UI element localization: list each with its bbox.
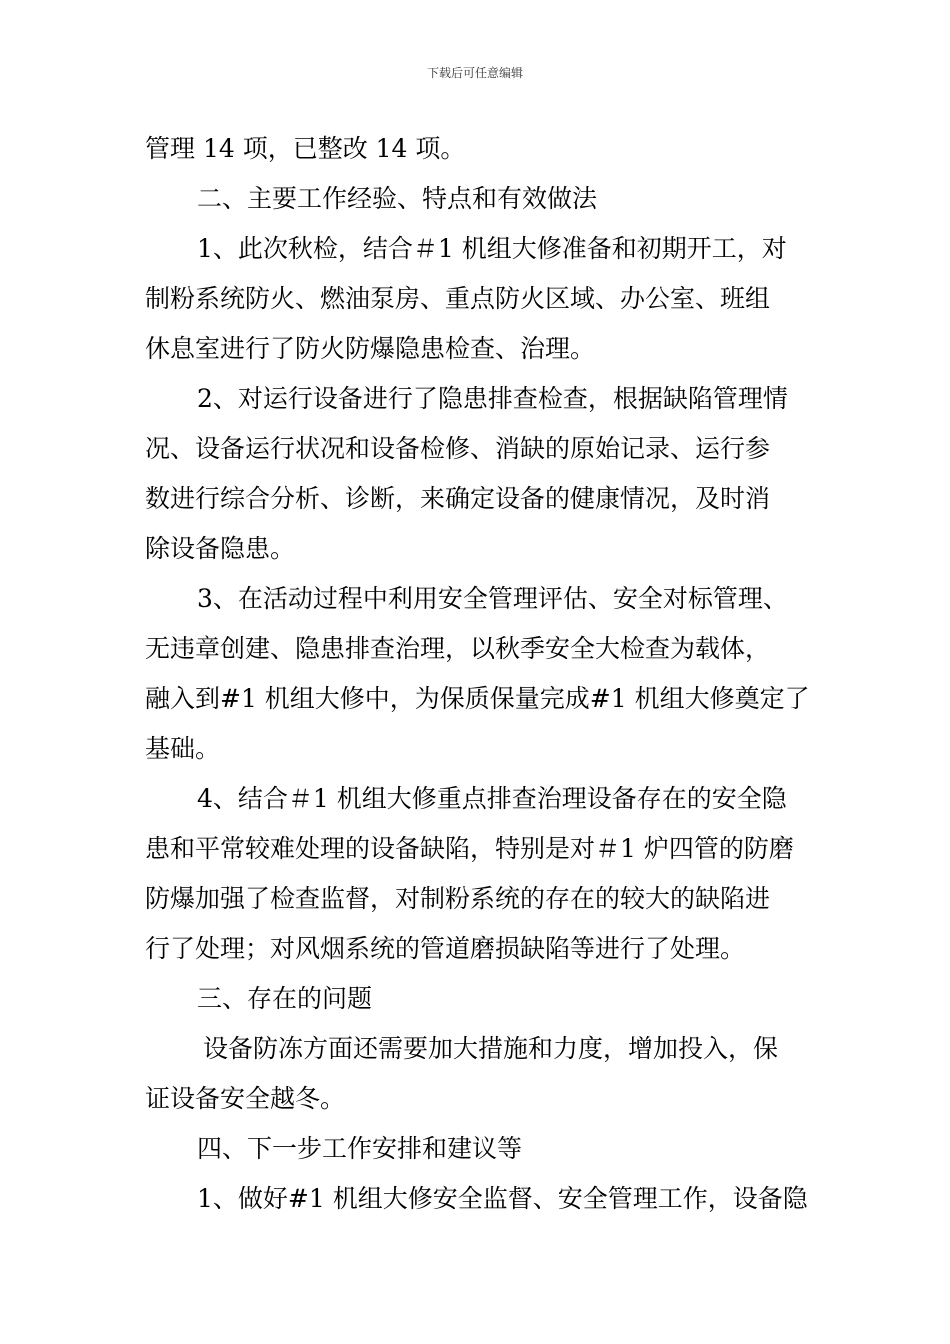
- page-header: 下载后可任意编辑: [426, 66, 523, 80]
- text-line: 况、设备运行状况和设备检修、消缺的原始记录、运行参: [145, 434, 771, 463]
- text-line: 融入到#1 机组大修中，为保质保量完成#1 机组大修奠定了: [145, 684, 810, 713]
- text-line: 防爆加强了检查监督，对制粉系统的存在的较大的缺陷进: [145, 884, 771, 913]
- text-line: 1、此次秋检，结合＃1 机组大修准备和初期开工，对: [197, 234, 787, 263]
- text-line: 4、结合＃1 机组大修重点排查治理设备存在的安全隐: [197, 784, 787, 813]
- text-line: 行了处理；对风烟系统的管道磨损缺陷等进行了处理。: [145, 934, 746, 963]
- section-heading: 三、存在的问题: [197, 984, 373, 1013]
- text-line: 1、做好#1 机组大修安全监督、安全管理工作，设备隐: [197, 1184, 808, 1213]
- text-line: 除设备隐患。: [145, 534, 296, 563]
- text-line: 患和平常较难处理的设备缺陷，特别是对＃1 炉四管的防磨: [145, 834, 794, 863]
- section-heading: 四、下一步工作安排和建议等: [197, 1134, 523, 1163]
- text-line: 管理 14 项，已整改 14 项。: [145, 134, 466, 163]
- section-heading: 二、主要工作经验、特点和有效做法: [197, 184, 598, 213]
- text-line: 基础。: [145, 734, 221, 763]
- text-line: 制粉系统防火、燃油泵房、重点防火区域、办公室、班组: [145, 284, 771, 313]
- text-line: 证设备安全越冬。: [145, 1084, 346, 1113]
- text-line: 2、对运行设备进行了隐患排查检查，根据缺陷管理情: [197, 384, 788, 413]
- text-line: 数进行综合分析、诊断，来确定设备的健康情况，及时消: [145, 484, 771, 513]
- text-line: 无违章创建、隐患排查治理，以秋季安全大检查为载体，: [145, 634, 771, 663]
- text-line: 休息室进行了防火防爆隐患检查、治理。: [145, 334, 596, 363]
- text-line: 设备防冻方面还需要加大措施和力度，增加投入，保: [203, 1034, 779, 1063]
- text-line: 3、在活动过程中利用安全管理评估、安全对标管理、: [197, 584, 788, 613]
